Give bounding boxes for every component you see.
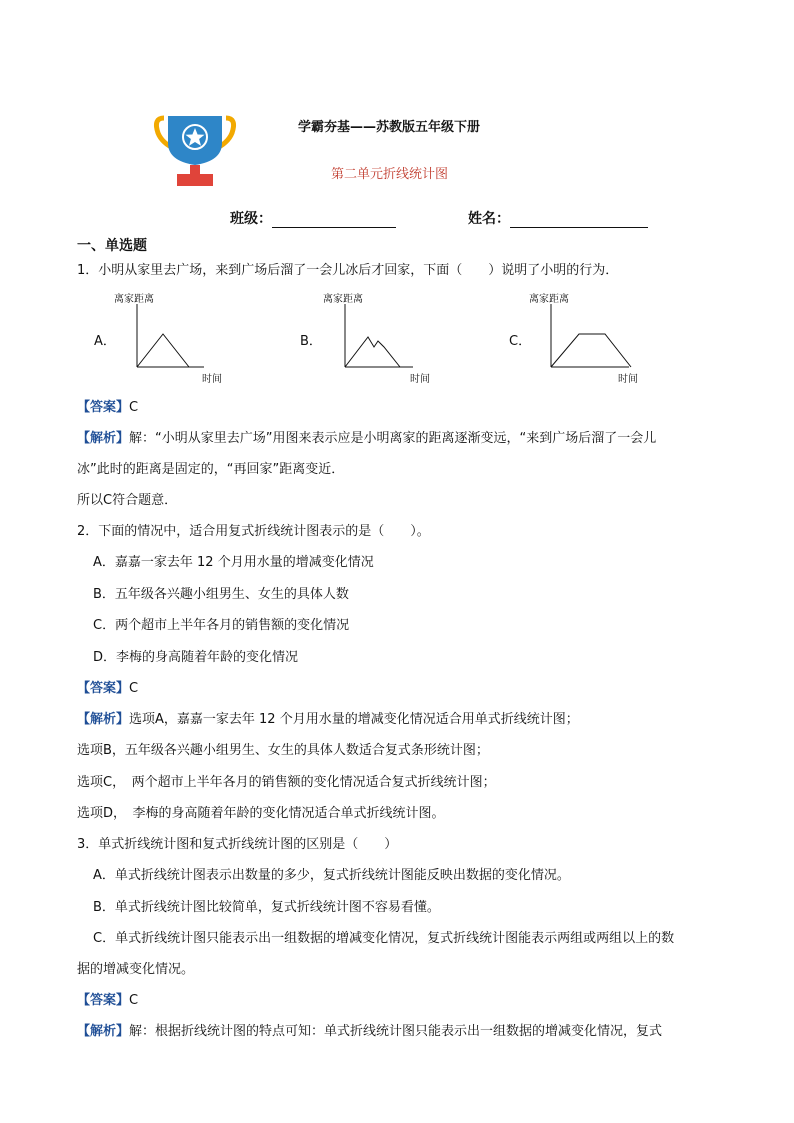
- q1-option-b-graph: [323, 290, 443, 385]
- analysis-text: 解：根据折线统计图的特点可知：单式折线统计图只能表示出一组数据的增减变化情况，复式: [129, 1024, 663, 1039]
- x-axis-label: 时间: [410, 374, 430, 385]
- question-1-stem: 1．小明从家里去广场，来到广场后溜了一会儿冰后才回家，下面（ ）说明了小明的行为．: [77, 263, 619, 278]
- analysis-tag: 【解析】: [77, 431, 130, 446]
- answer-tag: 【答案】: [77, 993, 130, 1008]
- class-blank[interactable]: [272, 213, 396, 228]
- x-axis-label: 时间: [202, 374, 222, 385]
- answer-value: C: [129, 400, 139, 415]
- page-title: 学霸夯基——苏教版五年级下册: [298, 120, 481, 135]
- q3-analysis-line-1: [77, 1020, 662, 1039]
- q3-answer: [77, 989, 138, 1008]
- q2-option-b: B．五年级各兴趣小组男生、女生的具体人数: [93, 587, 349, 602]
- answer-value: C: [129, 681, 139, 696]
- q2-option-d: D．李梅的身高随着年龄的变化情况: [93, 650, 299, 665]
- page-subtitle: 第二单元折线统计图: [331, 167, 449, 182]
- analysis-text: 解：“小明从家里去广场”用图来表示应是小明离家的距离逐渐变远，“来到广场后溜了一会儿: [129, 431, 657, 446]
- q1-answer: [77, 396, 138, 415]
- graph-c-lines: [529, 290, 659, 385]
- name-label: 姓名：: [468, 211, 510, 227]
- q2-answer: [77, 677, 138, 696]
- answer-tag: 【答案】: [77, 400, 130, 415]
- trophy-stem-icon: [190, 165, 200, 174]
- q2-analysis-line-3: 选项C， 两个超市上半年各月的销售额的变化情况适合复式折线统计图；: [77, 775, 496, 790]
- y-axis-label: 离家距离: [323, 294, 363, 305]
- q2-option-c: C．两个超市上半年各月的销售额的变化情况: [93, 618, 350, 633]
- analysis-text: 选项A，嘉嘉一家去年 12 个月用水量的增减变化情况适合用单式折线统计图；: [129, 712, 579, 727]
- q1-option-a-label: A．: [94, 334, 116, 349]
- class-field: [230, 208, 396, 228]
- answer-tag: 【答案】: [77, 681, 130, 696]
- q2-analysis-line-4: 选项D， 李梅的身高随着年龄的变化情况适合单式折线统计图。: [77, 806, 445, 821]
- section-title: 一、单选题: [77, 238, 147, 254]
- class-label: 班级：: [230, 211, 272, 227]
- q1-option-c-label: C．: [509, 334, 532, 349]
- q3-option-a: A．单式折线统计图表示出数量的多少，复式折线统计图能反映出数据的变化情况。: [93, 868, 570, 883]
- q2-option-a: A．嘉嘉一家去年 12 个月用水量的增减变化情况: [93, 555, 374, 570]
- y-axis-label: 离家距离: [114, 294, 154, 305]
- x-axis-label: 时间: [618, 374, 638, 385]
- q3-option-b: B．单式折线统计图比较简单，复式折线统计图不容易看懂。: [93, 900, 440, 915]
- analysis-tag: 【解析】: [77, 712, 130, 727]
- question-2-stem: 2．下面的情况中，适合用复式折线统计图表示的是（ ）。: [77, 524, 430, 539]
- q1-analysis-line-2: 冰”此时的距离是固定的，“再回家”距离变近．: [77, 462, 345, 477]
- q2-analysis-line-2: 选项B，五年级各兴趣小组男生、女生的具体人数适合复式条形统计图；: [77, 743, 489, 758]
- q1-conclusion: 所以C符合题意．: [77, 493, 178, 508]
- q1-analysis-line-1: [77, 427, 656, 446]
- answer-value: C: [129, 993, 139, 1008]
- trophy-base-icon: [177, 174, 213, 186]
- name-blank[interactable]: [510, 213, 648, 228]
- trophy-logo: [150, 113, 240, 188]
- q1-option-c-graph: [529, 290, 659, 385]
- q1-option-b-label: B．: [300, 334, 322, 349]
- name-field: [468, 208, 648, 228]
- q1-option-a-graph: [114, 290, 234, 385]
- q3-option-c-cont: 据的增减变化情况。: [77, 962, 195, 977]
- analysis-tag: 【解析】: [77, 1024, 130, 1039]
- question-3-stem: 3．单式折线统计图和复式折线统计图的区别是（ ）: [77, 837, 398, 852]
- q2-analysis-line-1: [77, 708, 579, 727]
- q3-option-c: C．单式折线统计图只能表示出一组数据的增减变化情况，复式折线统计图能表示两组或两组以上的数: [93, 931, 675, 946]
- y-axis-label: 离家距离: [529, 294, 569, 305]
